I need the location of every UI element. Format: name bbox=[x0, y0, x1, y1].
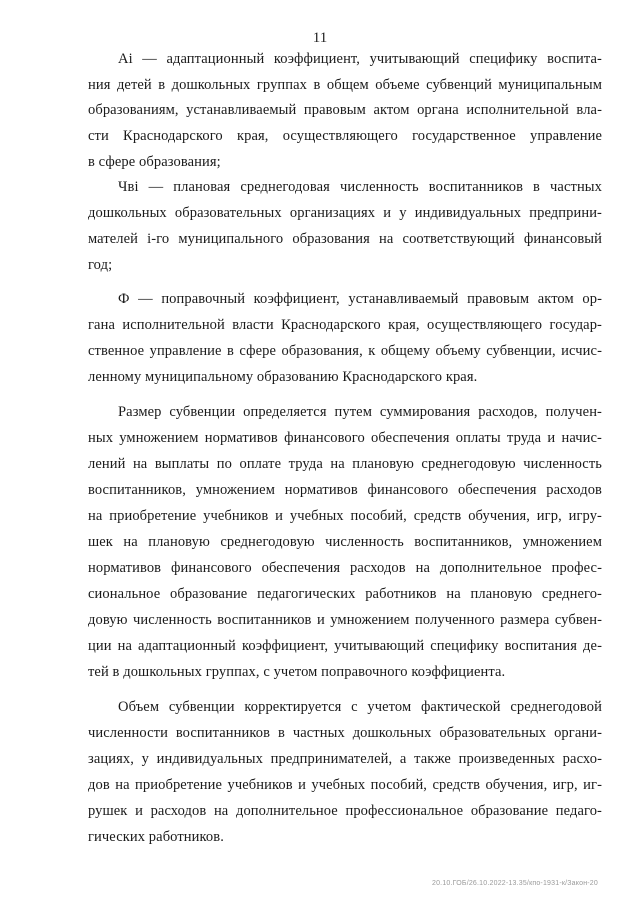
paragraph-2-line-4: год; bbox=[88, 257, 113, 273]
paragraph-5-line-3: зациях, у индивидуальных предпринимателей, а также произведенных расхо- bbox=[88, 751, 602, 767]
paragraph-1-line-5: в сфере образования; bbox=[88, 154, 221, 170]
paragraph-3-line-3: ственное управление в сфере образования, к общему объему субвенции, исчис- bbox=[88, 343, 602, 359]
paragraph-3-line-1: Ф — поправочный коэффициент, устанавливаемый правовым актом ор- bbox=[118, 291, 602, 307]
paragraph-4-line-5: на приобретение учебников и учебных пособий, средств обучения, игр, игру- bbox=[88, 508, 602, 524]
paragraph-4-line-10: ции на адаптационный коэффициент, учитывающий специфику воспитания де- bbox=[88, 638, 602, 654]
paragraph-4-line-8: сиональное образование педагогических работников на плановую среднего- bbox=[88, 586, 602, 602]
paragraph-4-line-6: шек на плановую среднегодовую численность воспитанников, умножением bbox=[88, 534, 602, 550]
page-number: 11 bbox=[312, 30, 328, 46]
paragraph-5-line-1: Объем субвенции корректируется с учетом фактической среднегодовой bbox=[118, 699, 602, 715]
paragraph-2-line-3: мателей i-го муниципального образования на соответствующий финансовый bbox=[88, 231, 602, 247]
paragraph-1-line-3: образованиям, устанавливаемый правовым актом органа исполнительной вла- bbox=[88, 102, 602, 118]
document-registration-stamp: 20.10.ГОБ/26.10.2022-13.35/кпо-1931-к/Закон-20 bbox=[432, 880, 598, 887]
paragraph-4-line-1: Размер субвенции определяется путем суммирования расходов, получен- bbox=[118, 404, 602, 420]
paragraph-4-line-3: лений на выплаты по оплате труда на плановую среднегодовую численность bbox=[88, 456, 602, 472]
paragraph-1-line-2: ния детей в дошкольных группах в общем объеме субвенций муниципальным bbox=[88, 77, 602, 93]
paragraph-3-line-2: гана исполнительной власти Краснодарского края, осуществляющего государ- bbox=[88, 317, 602, 333]
paragraph-2-line-2: дошкольных образовательных организациях и у индивидуальных предприни- bbox=[88, 205, 602, 221]
paragraph-4-line-11: тей в дошкольных группах, с учетом поправочного коэффициента. bbox=[88, 664, 506, 680]
paragraph-1-line-4: сти Краснодарского края, осуществляющего государственное управление bbox=[88, 128, 602, 144]
paragraph-5-line-2: численности воспитанников в частных дошкольных образовательных органи- bbox=[88, 725, 602, 741]
paragraph-1-line-1: Аi — адаптационный коэффициент, учитывающий специфику воспита- bbox=[118, 51, 602, 67]
paragraph-4-line-7: нормативов финансового обеспечения расходов на дополнительное профес- bbox=[88, 560, 602, 576]
paragraph-4-line-2: ных умножением нормативов финансового обеспечения оплаты труда и начис- bbox=[88, 430, 602, 446]
paragraph-5-line-6: гических работников. bbox=[88, 829, 224, 845]
paragraph-4-line-9: довую численность воспитанников и умножением полученного размера субвен- bbox=[88, 612, 602, 628]
paragraph-5-line-4: дов на приобретение учебников и учебных пособий, средств обучения, игр, иг- bbox=[88, 777, 602, 793]
paragraph-2-line-1: Чвi — плановая среднегодовая численность воспитанников в частных bbox=[118, 179, 602, 195]
paragraph-4-line-4: воспитанников, умножением нормативов финансового обеспечения расходов bbox=[88, 482, 602, 498]
paragraph-3-line-4: ленному муниципальному образованию Краснодарского края. bbox=[88, 369, 478, 385]
paragraph-5-line-5: рушек и расходов на дополнительное профессиональное образование педаго- bbox=[88, 803, 602, 819]
